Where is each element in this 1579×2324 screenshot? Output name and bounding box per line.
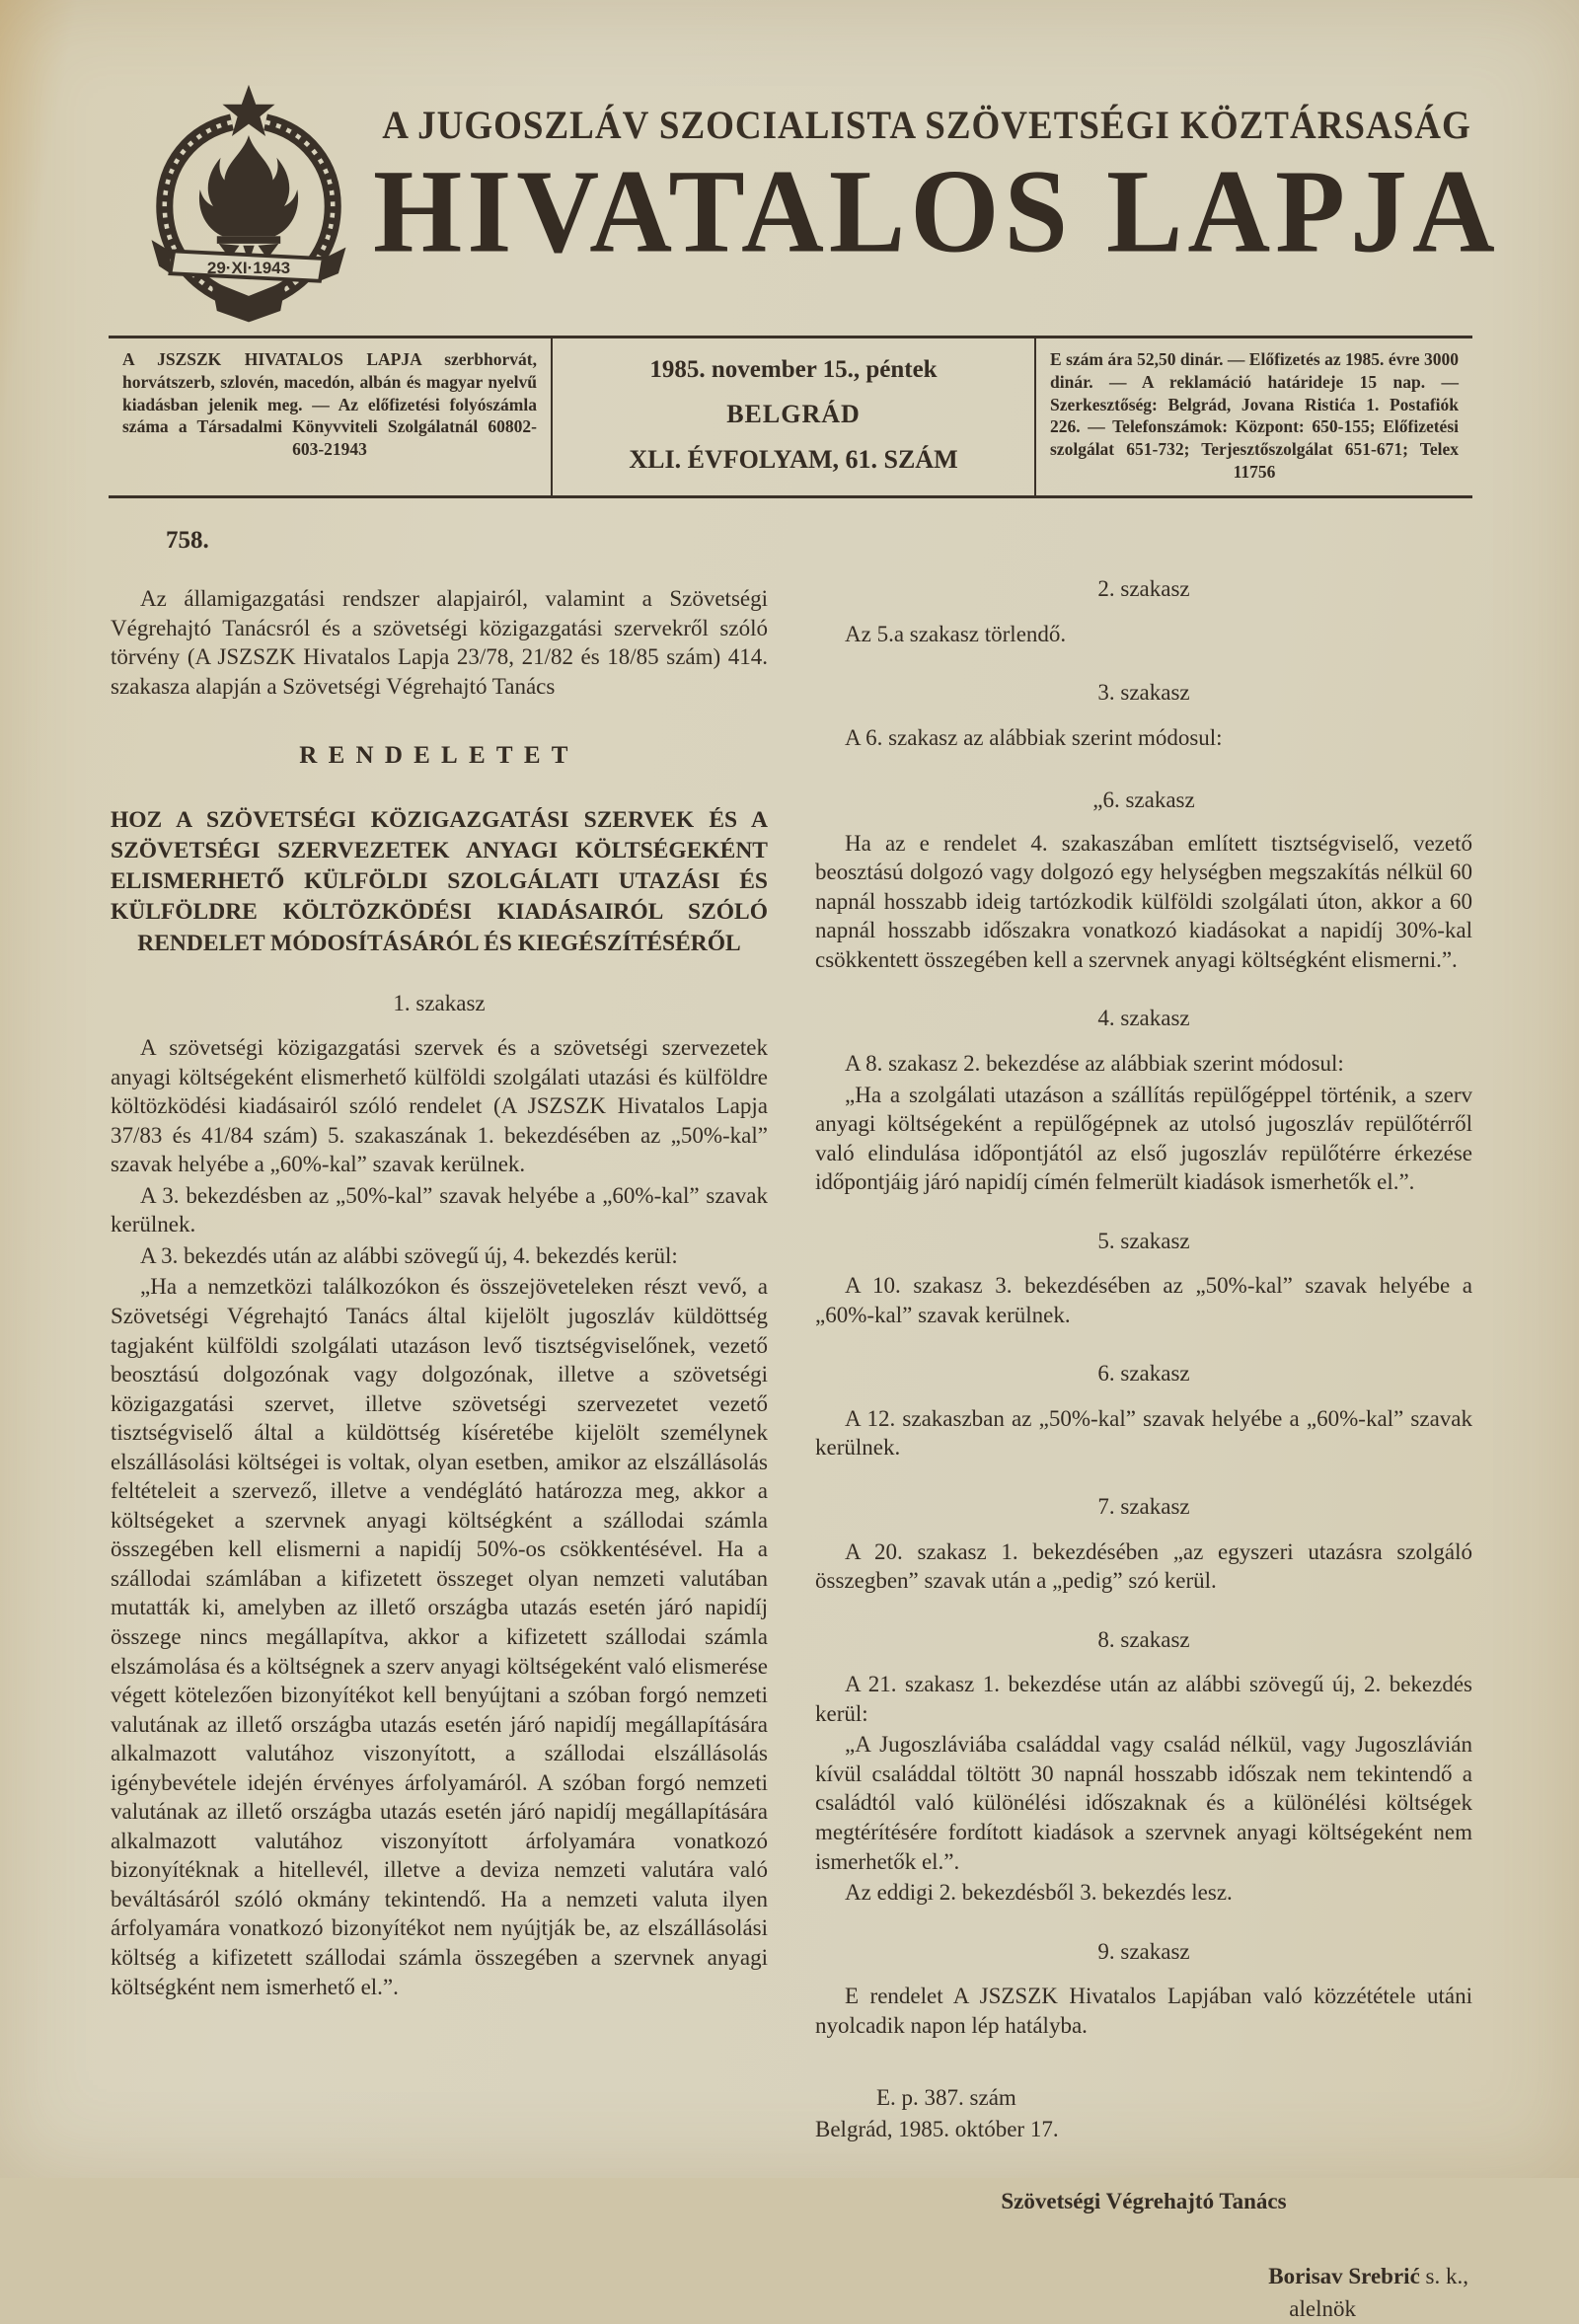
- section-4-paragraph: A 8. szakasz 2. bekezdése az alábbiak szerint módosul:: [845, 1051, 1344, 1077]
- section-8-heading: 8. szakasz: [1097, 1626, 1190, 1652]
- section-8-paragraph: A 21. szakasz 1. bekezdése után az alábbi szövegű új, 2. bekezdés kerül:: [815, 1672, 1472, 1726]
- section-5-paragraph: A 10. szakasz 3. bekezdésében az „50%-kal” szavak helyébe a „60%-kal” szavak kerülnek.: [815, 1273, 1472, 1327]
- section-8-paragraph: Az eddigi 2. bekezdésből 3. bekezdés lesz.: [845, 1880, 1233, 1906]
- signing-body: Szövetségi Végrehajtó Tanács: [1001, 2189, 1287, 2214]
- section-7-heading: 7. szakasz: [1097, 1494, 1190, 1520]
- section-6-paragraph: A 12. szakaszban az „50%-kal” szavak helyébe a „60%-kal” szavak kerülnek.: [815, 1405, 1472, 1461]
- section-7-paragraph: A 20. szakasz 1. bekezdésében „az egyszeri utazásra szolgáló összegben” szavak után a „pedig” szó kerül.: [815, 1538, 1472, 1594]
- section-2-paragraph: Az 5.a szakasz törlendő.: [845, 621, 1067, 646]
- price-contact-info: E szám ára 52,50 dinár. — Előfizetés az 1985. évre 3000 dinár. — A reklamáció határideje 15 nap. — Szerkesztőség: Belgrád, Jovana Ristića 1. Postafiók 226. — Telefonszámok: Központ: 650-155; Előfizetési szolgálat 651-732; Terjesztőszolgálat 651-671; Telex 11756: [1050, 349, 1459, 482]
- section-8-quoted-paragraph: „A Jugoszláviába családdal vagy család nélkül, vagy Jugoszlávián kívül családdal töltött 30 napnál hosszabb időszak nem tekintendő a családtól való különélési időszaknak és a különélési költségek megtérítésére fordított kiadások a szervnek anyagi költségeként nem ismerhetők el.”.: [815, 1732, 1472, 1874]
- section-9-paragraph: E rendelet A JSZSZK Hivatalos Lapjában való közzététele utáni nyolcadik napon lép hatályba.: [815, 1984, 1472, 2038]
- signatory-suffix: s. k.,: [1419, 2263, 1468, 2288]
- issue-info: [553, 338, 1036, 495]
- intro-paragraph: Az államigazgatási rendszer alapjairól, valamint a Szövetségi Végrehajtó Tanácsról és a szövetségi közigazgatási szervekről szóló törvény (A JSZSZK Hivatalos Lapja 23/78, 21/82 és 18/85 szám) 414. szakasza alapján a Szövetségi Végrehajtó Tanács: [111, 586, 768, 699]
- section-3-paragraph: A 6. szakasz az alábbiak szerint módosul:: [845, 724, 1223, 750]
- masthead-superline: A JUGOSZLÁV SZOCIALISTA SZÖVETSÉGI KÖZTÁRSASÁG: [382, 104, 1471, 148]
- signatory-role: alelnök: [1289, 2296, 1356, 2322]
- left-column: [111, 525, 768, 2324]
- issue-city: BELGRÁD: [726, 400, 861, 429]
- section-1-quoted-paragraph: „Ha a nemzetközi találkozókon és összejöveteleken részt vevő, a Szövetségi Végrehajtó Tanács által kijelölt jugoszláv küldöttség tagjaként külföldi szolgálati utazáson levő tisztségviselőnek, vezető beosztású dolgozónak vagy dolgozónak, illetve a szövetségi közigazgatási szervet, illetve szövetségi szervezetet vezető tisztségviselő által a küldöttség kíséretébe kijelölt személynek elszállásolási költségei is voltak, olyan esetben, amikor az elszállásolás feltételeit a szervező, illetve a vendéglátó határozza meg, akkor a költségeket a szervnek anyagi költségként a szállodai számla összegében kell elismerni a napidíj 50%-os csökkentésével. Ha a szállodai számlában a kifizetett összeget olyan nemzeti valutában mutatták ki, amelyben az illető országba utazás esetén járó napidíj összege nincs megállapítva, akkor a kifizetett szállodai számla elszámolása és a költségnek a szerv anyagi költségeként való elismerése végett kötelezően bizonyítékot kell benyújtani a szóban forgó nemzeti valutának az illető országba utazás esetén járó napidíj megállapítására alkalmazott valutához viszonyított, a szállodai elszállásolás igénybevétele idején érvényes árfolyamáról. A szóban forgó nemzeti valutának az illető országba utazás esetén járó napidíj megállapítására alkalmazott valutához viszonyított árfolyamára vonatkozó bizonyítéknak a hitellevél, illetve a deviza nemzeti valutára való beváltásáról szóló okmány tekintendő. Ha a nemzeti valuta ilyen árfolyamára vonatkozó bizonyítékot nem nyújtják be, az elszállásolási költség a kifizetett szállodai számla összegében a szervnek anyagi költségként nem ismerhető el.”.: [111, 1274, 768, 1999]
- masthead: [109, 77, 1500, 324]
- decree-title: HOZ A SZÖVETSÉGI KÖZIGAZGATÁSI SZERVEK ÉS A SZÖVETSÉGI SZERVEZETEK ANYAGI KÖLTSÉGEKÉNT ELISMERHETŐ KÜLFÖLDI SZOLGÁLATI UTAZÁSI ÉS KÜLFÖLDRE KÖLTÖZKÖDÉSI KIADÁSAIRÓL SZÓLÓ RENDELET MÓDOSÍTÁSÁRÓL ÉS KIEGÉSZÍTÉSÉRŐL: [111, 807, 768, 956]
- masthead-text: [373, 104, 1500, 278]
- reference-number: E. p. 387. szám: [876, 2085, 1016, 2111]
- flame-icon: [199, 135, 298, 262]
- section-6-heading: 6. szakasz: [1097, 1361, 1190, 1387]
- gazette-title: HIVATALOS LAPJA: [373, 146, 1500, 278]
- section-2-heading: 2. szakasz: [1097, 576, 1190, 601]
- issue-date: 1985. november 15., péntek: [649, 356, 938, 384]
- section-1-paragraph: A szövetségi közigazgatási szervek és a szövetségi szervezetek anyagi költségeként elismerhető külföldi szolgálati utazási és külföldre költözködési kiadásairól szóló rendelet (A JSZSZK Hivatalos Lapja 37/83 és 41/84 szám) 5. szakaszának 1. bekezdésében az „50%-kal” szavak helyébe a „60%-kal” szavak kerülnek.: [111, 1035, 768, 1177]
- editions-info: A JSZSZK HIVATALOS LAPJA szerbhorvát, horvátszerb, szlovén, macedón, albán és magyar nyelvű kiadásban jelenik meg. — Az előfizetési folyószámla száma a Társadalmi Könyvviteli Szolgálatnál 60802-603-21943: [109, 338, 553, 495]
- section-4-quoted-paragraph: „Ha a szolgálati utazáson a szállítás repülőgéppel történik, a szerv anyagi költségeként a repülőgépnek az utolsó jugoszláv repülőtérről való elindulása időpontjától az első jugoszláv repülőtérre érkezése időpontjáig járó napidíj címén felmerült kiadások ismerhetők el.”.: [815, 1082, 1472, 1195]
- article-number: 758.: [166, 527, 209, 554]
- section-4-heading: 4. szakasz: [1097, 1006, 1190, 1031]
- quoted-section-6-heading: „6. szakasz: [1092, 787, 1195, 813]
- section-9-heading: 9. szakasz: [1097, 1938, 1190, 1964]
- signatory-name: Borisav Srebrić: [1268, 2263, 1420, 2288]
- quoted-section-6-paragraph: Ha az e rendelet 4. szakaszában említett tisztségviselő, vezető beosztású dolgozó vagy dolgozó egy helységben megszakítás nélkül 60 napnál hosszabb ideig tartózkodik külföldi szolgálati úton, akkor a 60 napnál hosszabb időszakra vonatkozó kiadásokat a napidíj 30%-kal csökkentett összegében kell a szervnek anyagi költségként elismerni.”.: [815, 830, 1472, 972]
- section-1-heading: 1. szakasz: [393, 990, 486, 1015]
- yugoslav-coat-of-arms-icon: [136, 83, 361, 330]
- signatory-line: [815, 2262, 1472, 2291]
- section-3-heading: 3. szakasz: [1097, 680, 1190, 706]
- publication-info-bar: [109, 336, 1472, 498]
- section-5-heading: 5. szakasz: [1097, 1228, 1190, 1253]
- place-and-date: Belgrád, 1985. október 17.: [815, 2116, 1059, 2141]
- right-column: [815, 525, 1472, 2324]
- decree-word: RENDELETET: [299, 742, 579, 770]
- emblem-banner-text: 29·XI·1943: [206, 259, 291, 278]
- section-1-paragraph: A 3. bekezdés után az alábbi szövegű új, 4. bekezdés kerül:: [140, 1242, 678, 1268]
- section-1-paragraph: A 3. bekezdésben az „50%-kal” szavak helyébe a „60%-kal” szavak kerülnek.: [111, 1182, 768, 1237]
- issue-volume: XLI. ÉVFOLYAM, 61. SZÁM: [629, 445, 958, 475]
- article-body: [111, 525, 1472, 2324]
